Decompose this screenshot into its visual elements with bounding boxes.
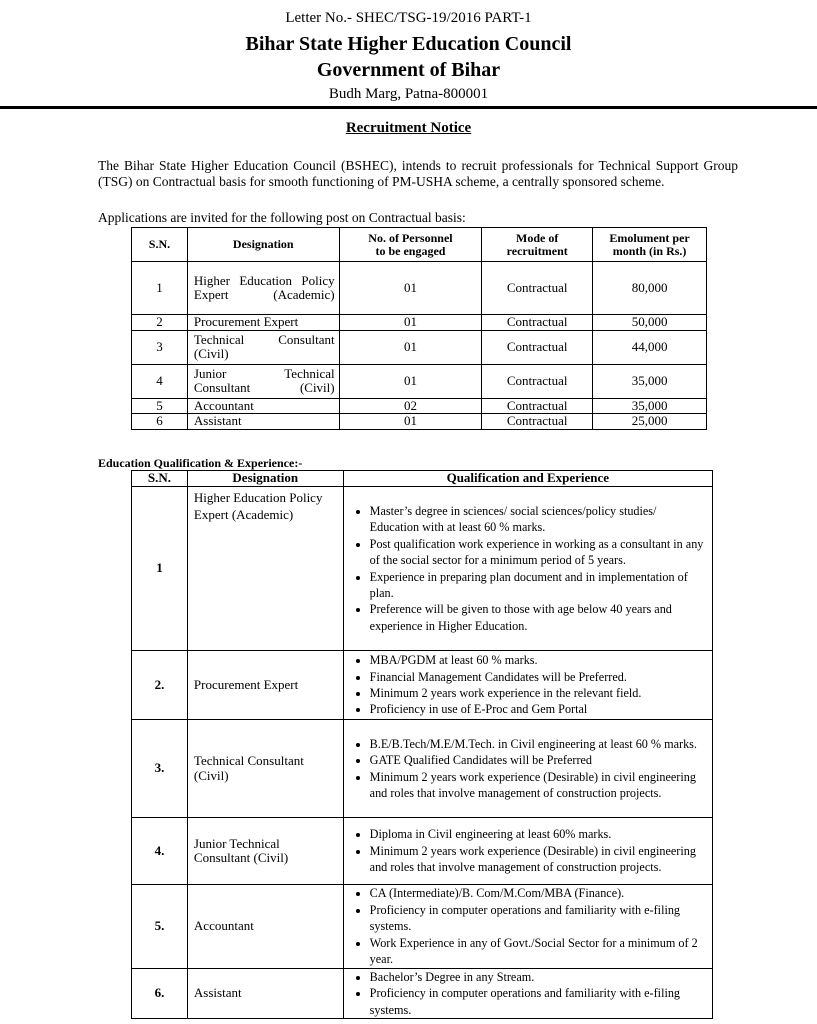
header-mode-line1: Mode of [516, 230, 559, 245]
qual-designation: Higher Education Policy Expert (Academic) [187, 487, 343, 651]
list-item: • Experience in preparing plan document and in implementation of plan. [370, 569, 708, 602]
table-row [132, 330, 707, 364]
post-sn: 3 [132, 330, 188, 364]
post-sn: 1 [132, 262, 188, 315]
post-mode: Contractual [482, 330, 593, 364]
header-emolument-line2: month (in Rs.) [612, 243, 687, 258]
header-designation: Designation [187, 228, 339, 262]
list-item: • Master’s degree in sciences/ social sciences/policy studies/ Education with at least 60 % marks. [370, 503, 708, 536]
table-row [132, 818, 713, 885]
intro-paragraph: The Bihar State Higher Education Council (BSHEC), intends to recruit professionals for Technical Support Group (TSG) on Contractual basis for smooth functioning of PM-USHA scheme, a centrally sponsored scheme. [98, 158, 738, 189]
qual-sn: 3. [132, 720, 188, 818]
post-mode: Contractual [482, 398, 593, 414]
header-mode-line2: recruitment [506, 243, 568, 258]
qual-items [343, 720, 712, 818]
post-sn: 5 [132, 398, 188, 414]
post-designation: Procurement Expert [187, 315, 339, 331]
post-personnel: 01 [339, 414, 482, 430]
post-emolument: 25,000 [593, 414, 707, 430]
letter-number: Letter No.- SHEC/TSG-19/2016 PART-1 [285, 10, 532, 26]
government-name: Government of Bihar [316, 59, 501, 81]
qual-sn: 4. [132, 818, 188, 885]
header-mode [482, 228, 593, 262]
post-personnel: 01 [339, 315, 482, 331]
header-sn: S.N. [132, 228, 188, 262]
list-item: • Work Experience in any of Govt./Social Sector for a minimum of 2 year. [370, 935, 708, 968]
header-personnel [339, 228, 482, 262]
table-row [132, 364, 707, 398]
education-section-title: Education Qualification & Experience:- [98, 456, 303, 470]
table-row [132, 885, 713, 969]
list-item: • B.E/B.Tech/M.E/M.Tech. in Civil engineering at least 60 % marks. [370, 736, 708, 752]
post-emolument: 44,000 [593, 330, 707, 364]
table-row [132, 398, 707, 414]
qual-header-qualification: Qualification and Experience [343, 471, 712, 487]
qual-items [343, 651, 712, 720]
qual-designation: Technical Consultant (Civil) [187, 720, 343, 818]
post-personnel: 02 [339, 398, 482, 414]
table-row [132, 414, 707, 430]
post-personnel: 01 [339, 364, 482, 398]
qualification-header-row [132, 471, 713, 487]
list-item: • CA (Intermediate)/B. Com/M.Com/MBA (Finance). [370, 885, 708, 901]
posts-header-row [132, 228, 707, 262]
table-row [132, 262, 707, 315]
address: Budh Marg, Patna-800001 [328, 86, 489, 102]
qual-sn: 6. [132, 969, 188, 1019]
qual-designation: Junior Technical Consultant (Civil) [187, 818, 343, 885]
qual-items [343, 818, 712, 885]
list-item: • Minimum 2 years work experience (Desirable) in civil engineering and roles that involve management of construction projects. [370, 843, 708, 876]
table-row [132, 487, 713, 651]
qual-items [343, 885, 712, 969]
post-sn: 6 [132, 414, 188, 430]
qual-header-sn: S.N. [132, 471, 188, 487]
post-emolument: 80,000 [593, 262, 707, 315]
table-row [132, 651, 713, 720]
table-row [132, 315, 707, 331]
header-personnel-line1: No. of Personnel [368, 230, 453, 245]
post-emolument: 50,000 [593, 315, 707, 331]
table-row [132, 720, 713, 818]
list-item: • Proficiency in use of E-Proc and Gem Portal [370, 701, 708, 717]
table-row [132, 969, 713, 1019]
post-designation: Junior Technical Consultant (Civil) [187, 364, 339, 398]
header-emolument-line1: Emolument per [609, 230, 690, 245]
qualification-table [131, 470, 713, 1019]
qual-designation: Assistant [187, 969, 343, 1019]
post-mode: Contractual [482, 262, 593, 315]
post-mode: Contractual [482, 364, 593, 398]
invite-text: Applications are invited for the following post on Contractual basis: [98, 210, 466, 225]
list-item: • Financial Management Candidates will be Preferred. [370, 669, 708, 685]
list-item: • Proficiency in computer operations and familiarity with e-filing systems. [370, 985, 708, 1018]
org-name: Bihar State Higher Education Council [245, 33, 572, 55]
post-sn: 2 [132, 315, 188, 331]
qual-designation: Procurement Expert [187, 651, 343, 720]
header-rule [0, 106, 817, 109]
list-item: • Minimum 2 years work experience (Desirable) in civil engineering and roles that involve management of construction projects. [370, 769, 708, 802]
qual-header-designation: Designation [187, 471, 343, 487]
qual-sn: 5. [132, 885, 188, 969]
qual-items [343, 969, 712, 1019]
post-designation: Assistant [187, 414, 339, 430]
post-designation: Technical Consultant (Civil) [187, 330, 339, 364]
header-emolument [593, 228, 707, 262]
list-item: • Diploma in Civil engineering at least 60% marks. [370, 826, 708, 842]
list-item: • Proficiency in computer operations and familiarity with e-filing systems. [370, 902, 708, 935]
list-item: • GATE Qualified Candidates will be Preferred [370, 752, 708, 768]
post-mode: Contractual [482, 414, 593, 430]
qual-designation: Accountant [187, 885, 343, 969]
post-designation: Higher Education Policy Expert (Academic) [187, 262, 339, 315]
header-personnel-line2: to be engaged [375, 243, 446, 258]
qual-items [343, 487, 712, 651]
list-item: • Bachelor’s Degree in any Stream. [370, 969, 708, 985]
notice-title: Recruitment Notice [345, 120, 472, 136]
post-sn: 4 [132, 364, 188, 398]
post-emolument: 35,000 [593, 398, 707, 414]
post-personnel: 01 [339, 262, 482, 315]
post-mode: Contractual [482, 315, 593, 331]
list-item: • Post qualification work experience in working as a consultant in any of the social sector for a minimum period of 5 years. [370, 536, 708, 569]
post-personnel: 01 [339, 330, 482, 364]
qual-sn: 1 [132, 487, 188, 651]
qual-sn: 2. [132, 651, 188, 720]
posts-table [131, 227, 707, 430]
list-item: • Preference will be given to those with age below 40 years and experience in Higher Education. [370, 601, 708, 634]
list-item: • MBA/PGDM at least 60 % marks. [370, 652, 708, 668]
post-designation: Accountant [187, 398, 339, 414]
post-emolument: 35,000 [593, 364, 707, 398]
list-item: • Minimum 2 years work experience in the relevant field. [370, 685, 708, 701]
